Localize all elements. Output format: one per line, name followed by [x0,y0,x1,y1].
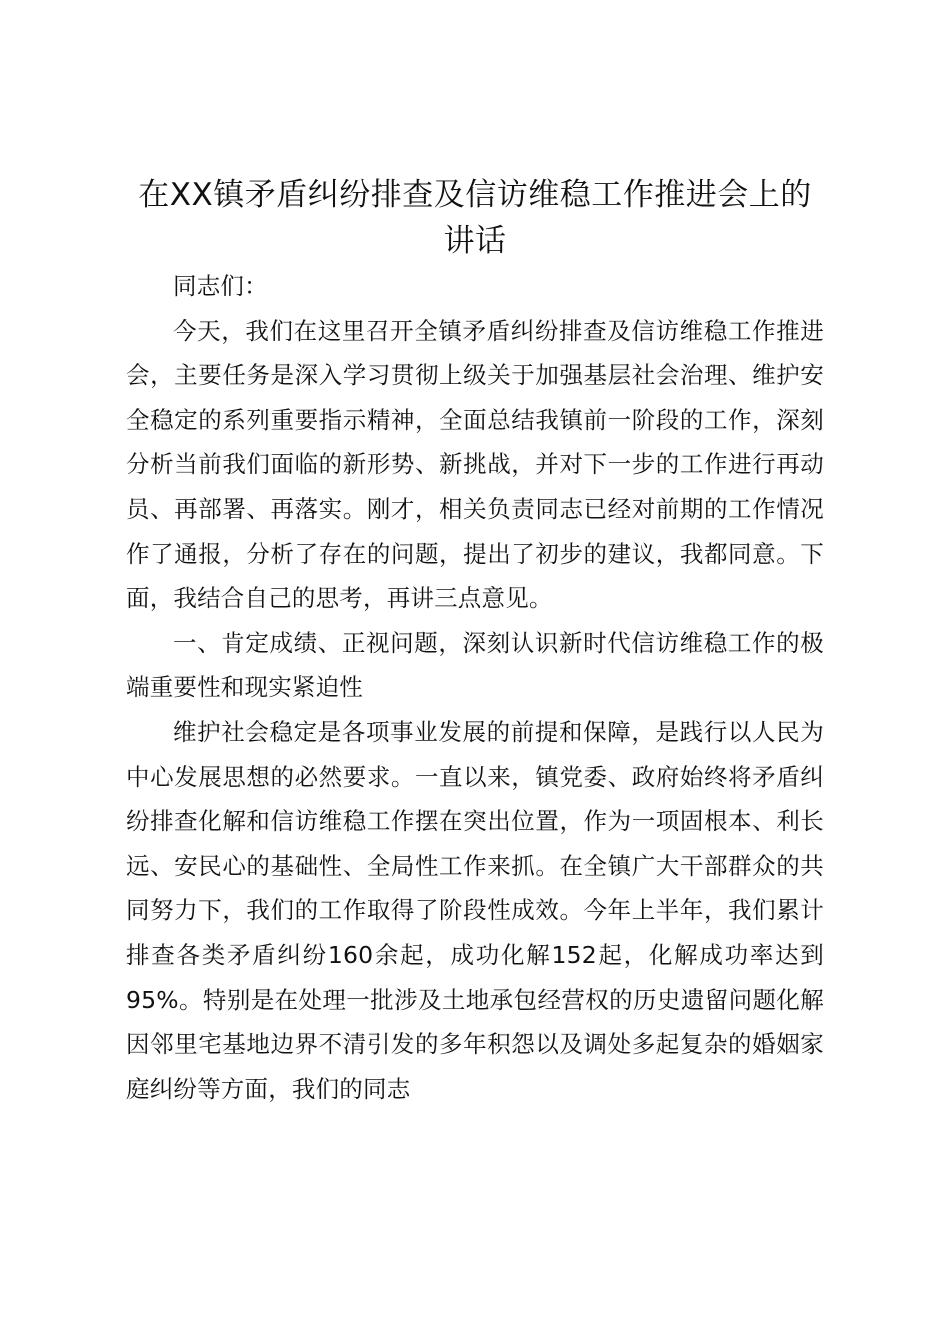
paragraph-achievements: 维护社会稳定是各项事业发展的前提和保障，是践行以人民为中心发展思想的必然要求。一直以来，镇党委、政府始终将矛盾纠纷排查化解和信访维稳工作摆在突出位置，作为一项固根本、利长远、安民心的基础性、全局性工作来抓。在全镇广大干部群众的共同努力下，我们的工作取得了阶段性成效。今年上半年，我们累计排查各类矛盾纠纷160余起，成功化解152起，化解成功率达到95%。特别是在处理一批涉及土地承包经营权的历史遗留问题化解因邻里宅基地边界不清引发的多年积怨以及调处多起复杂的婚姻家庭纠纷等方面，我们的同志 [126,717,824,1103]
document-title: 在XX镇矛盾纠纷排查及信访维稳工作推进会上的讲话 [138,177,812,259]
salutation: 同志们： [173,272,268,300]
paragraph-intro: 今天，我们在这里召开全镇矛盾纠纷排查及信访维稳工作推进会，主要任务是深入学习贯彻上级关于加强基层社会治理、维护安全稳定的系列重要指示精神，全面总结我镇前一阶段的工作，深刻分析当前我们面临的新形势、新挑战，并对下一步的工作进行再动员、再部署、再落实。刚才，相关负责同志已经对前期的工作情况作了通报，分析了存在的问题，提出了初步的建议，我都同意。下面，我结合自己的思考，再讲三点意见。 [126,316,824,613]
document-page [126,172,824,1111]
section-heading-1: 一、肯定成绩、正视问题，深刻认识新时代信访维稳工作的极端重要性和现实紧迫性 [126,628,824,702]
